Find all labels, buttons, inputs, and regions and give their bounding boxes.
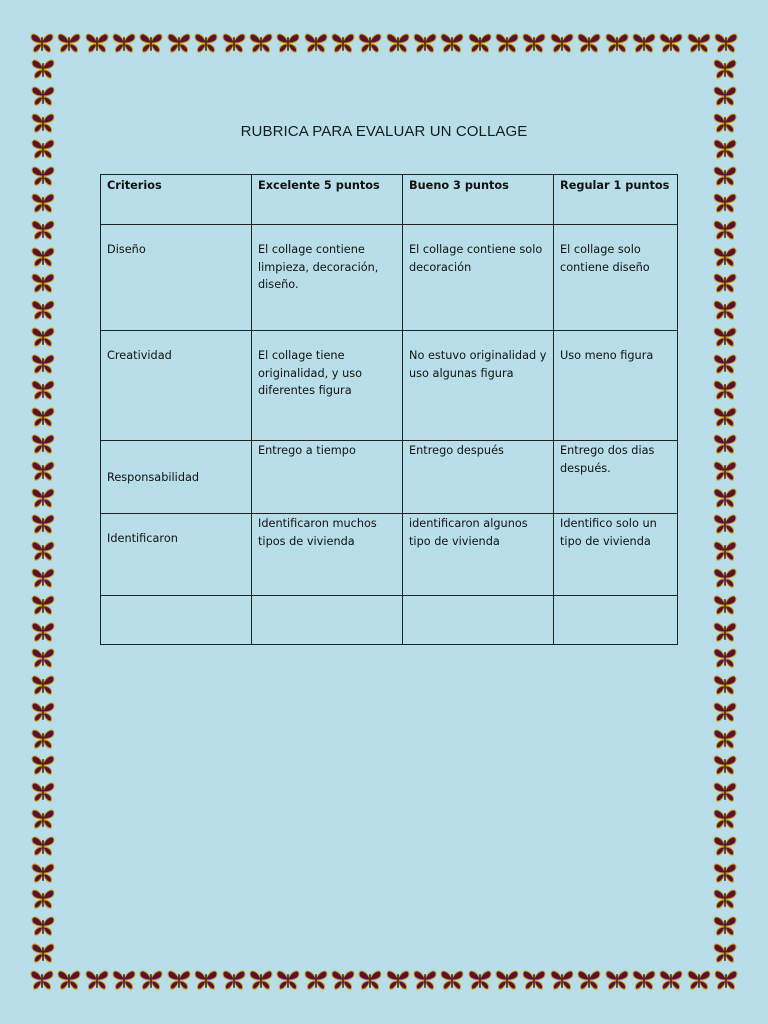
butterfly-icon: [57, 32, 81, 54]
butterfly-icon: [31, 594, 55, 616]
table-row: [101, 441, 678, 514]
butterfly-icon: [31, 808, 55, 830]
butterfly-icon: [31, 433, 55, 455]
butterfly-icon: [713, 701, 737, 723]
butterfly-icon: [632, 32, 656, 54]
butterfly-icon: [31, 835, 55, 857]
butterfly-icon: [713, 246, 737, 268]
header-regular: Regular 1 puntos: [554, 175, 678, 225]
butterfly-icon: [713, 379, 737, 401]
butterfly-icon: [31, 460, 55, 482]
butterfly-icon: [632, 969, 656, 991]
butterfly-icon: [713, 888, 737, 910]
cell-excelente: [252, 596, 403, 645]
cell-criterion: [101, 596, 252, 645]
butterfly-icon: [714, 32, 738, 54]
butterfly-icon: [713, 85, 737, 107]
cell-bueno: El collage contiene solo decoración: [403, 225, 554, 331]
butterfly-icon: [31, 942, 55, 964]
butterfly-icon: [331, 969, 355, 991]
butterfly-icon: [713, 567, 737, 589]
butterfly-icon: [249, 32, 273, 54]
butterfly-icon: [31, 567, 55, 589]
butterfly-icon: [31, 754, 55, 776]
butterfly-icon: [713, 674, 737, 696]
cell-regular: [554, 596, 678, 645]
butterfly-icon: [713, 326, 737, 348]
butterfly-icon: [713, 192, 737, 214]
butterfly-icon: [713, 433, 737, 455]
butterfly-icon: [31, 915, 55, 937]
butterfly-icon: [713, 460, 737, 482]
butterfly-icon: [687, 969, 711, 991]
butterfly-icon: [31, 862, 55, 884]
cell-bueno: No estuvo originalidad y uso algunas figura: [403, 331, 554, 441]
butterfly-icon: [31, 647, 55, 669]
butterfly-icon: [249, 969, 273, 991]
butterfly-icon: [31, 540, 55, 562]
butterfly-icon: [386, 32, 410, 54]
butterfly-icon: [331, 32, 355, 54]
butterfly-icon: [31, 674, 55, 696]
butterfly-icon: [713, 754, 737, 776]
butterfly-icon: [31, 888, 55, 910]
butterfly-icon: [713, 647, 737, 669]
table-row: [101, 331, 678, 441]
butterfly-icon: [222, 969, 246, 991]
butterfly-icon: [687, 32, 711, 54]
butterfly-icon: [31, 326, 55, 348]
butterfly-icon: [714, 969, 738, 991]
butterfly-icon: [304, 969, 328, 991]
butterfly-icon: [31, 138, 55, 160]
butterfly-icon: [31, 192, 55, 214]
butterfly-icon: [713, 272, 737, 294]
butterfly-icon: [468, 969, 492, 991]
butterfly-icon: [30, 969, 54, 991]
butterfly-icon: [31, 513, 55, 535]
butterfly-icon: [139, 32, 163, 54]
table-row: [101, 514, 678, 596]
rubric-table: [100, 174, 678, 645]
butterfly-icon: [440, 32, 464, 54]
butterfly-icon: [413, 969, 437, 991]
butterfly-icon: [276, 32, 300, 54]
header-criterios: Criterios: [101, 175, 252, 225]
butterfly-icon: [194, 969, 218, 991]
butterfly-icon: [222, 32, 246, 54]
butterfly-icon: [713, 915, 737, 937]
butterfly-icon: [713, 487, 737, 509]
butterfly-icon: [495, 32, 519, 54]
butterfly-icon: [386, 969, 410, 991]
butterfly-icon: [31, 781, 55, 803]
page-title: RUBRICA PARA EVALUAR UN COLLAGE: [240, 123, 528, 140]
butterfly-icon: [276, 969, 300, 991]
cell-bueno: [403, 596, 554, 645]
butterfly-icon: [413, 32, 437, 54]
butterfly-icon: [495, 969, 519, 991]
butterfly-icon: [713, 165, 737, 187]
butterfly-icon: [522, 32, 546, 54]
butterfly-icon: [85, 969, 109, 991]
table-row: [101, 596, 678, 645]
butterfly-icon: [713, 835, 737, 857]
butterfly-icon: [31, 487, 55, 509]
butterfly-icon: [550, 32, 574, 54]
cell-regular: Identifico solo un tipo de vivienda: [554, 514, 678, 596]
cell-bueno: Entrego después: [403, 441, 554, 514]
butterfly-icon: [57, 969, 81, 991]
butterfly-icon: [440, 969, 464, 991]
butterfly-icon: [605, 969, 629, 991]
butterfly-icon: [713, 621, 737, 643]
butterfly-icon: [31, 165, 55, 187]
butterfly-icon: [577, 32, 601, 54]
butterfly-icon: [31, 353, 55, 375]
butterfly-icon: [713, 353, 737, 375]
butterfly-icon: [713, 406, 737, 428]
butterfly-icon: [577, 969, 601, 991]
butterfly-icon: [713, 540, 737, 562]
butterfly-icon: [713, 513, 737, 535]
cell-criterion: Responsabilidad: [101, 441, 252, 514]
butterfly-icon: [85, 32, 109, 54]
butterfly-icon: [112, 969, 136, 991]
cell-excelente: El collage contiene limpieza, decoración, diseño.: [252, 225, 403, 331]
butterfly-icon: [713, 728, 737, 750]
butterfly-icon: [31, 299, 55, 321]
butterfly-icon: [31, 246, 55, 268]
butterfly-icon: [31, 379, 55, 401]
cell-excelente: Entrego a tiempo: [252, 441, 403, 514]
butterfly-icon: [713, 219, 737, 241]
butterfly-icon: [31, 728, 55, 750]
cell-excelente: El collage tiene originalidad, y uso diferentes figura: [252, 331, 403, 441]
butterfly-icon: [713, 862, 737, 884]
cell-criterion: Creatividad: [101, 331, 252, 441]
butterfly-icon: [194, 32, 218, 54]
butterfly-icon: [605, 32, 629, 54]
butterfly-icon: [713, 299, 737, 321]
butterfly-icon: [31, 58, 55, 80]
butterfly-icon: [139, 969, 163, 991]
butterfly-icon: [31, 219, 55, 241]
butterfly-icon: [713, 781, 737, 803]
header-excelente: Excelente 5 puntos: [252, 175, 403, 225]
butterfly-icon: [550, 969, 574, 991]
butterfly-icon: [31, 621, 55, 643]
butterfly-icon: [358, 969, 382, 991]
header-bueno: Bueno 3 puntos: [403, 175, 554, 225]
cell-regular: Entrego dos dias después.: [554, 441, 678, 514]
butterfly-icon: [713, 58, 737, 80]
butterfly-icon: [167, 32, 191, 54]
butterfly-icon: [112, 32, 136, 54]
table-row: [101, 225, 678, 331]
butterfly-icon: [659, 32, 683, 54]
cell-regular: Uso meno figura: [554, 331, 678, 441]
butterfly-icon: [31, 85, 55, 107]
cell-criterion: Diseño: [101, 225, 252, 331]
butterfly-icon: [167, 969, 191, 991]
butterfly-icon: [358, 32, 382, 54]
butterfly-icon: [713, 138, 737, 160]
cell-criterion: Identificaron: [101, 514, 252, 596]
cell-excelente: Identificaron muchos tipos de vivienda: [252, 514, 403, 596]
butterfly-icon: [31, 701, 55, 723]
butterfly-icon: [468, 32, 492, 54]
butterfly-icon: [713, 942, 737, 964]
butterfly-icon: [713, 594, 737, 616]
butterfly-icon: [30, 32, 54, 54]
cell-regular: El collage solo contiene diseño: [554, 225, 678, 331]
table-header-row: [101, 175, 678, 225]
butterfly-icon: [713, 808, 737, 830]
butterfly-icon: [522, 969, 546, 991]
butterfly-icon: [304, 32, 328, 54]
cell-bueno: identificaron algunos tipo de vivienda: [403, 514, 554, 596]
butterfly-icon: [31, 272, 55, 294]
butterfly-icon: [31, 406, 55, 428]
butterfly-icon: [659, 969, 683, 991]
